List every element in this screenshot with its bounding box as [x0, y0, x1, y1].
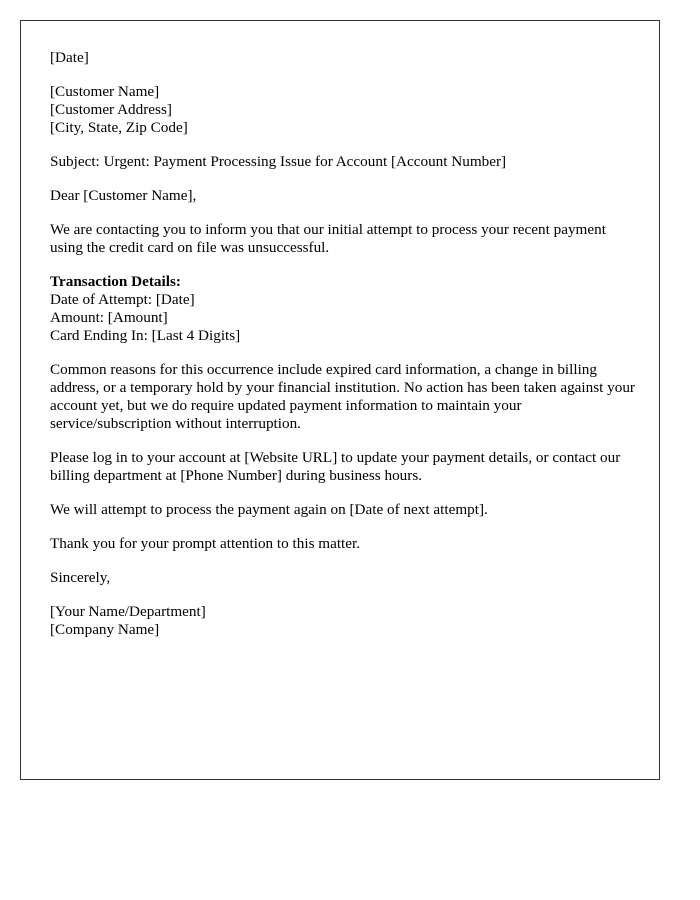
thanks-text: Thank you for your prompt attention to this matter. — [50, 535, 361, 552]
transaction-date-of-attempt: Date of Attempt: [Date] — [50, 291, 195, 308]
transaction-heading: Transaction Details: — [50, 273, 181, 290]
closing-block — [50, 569, 640, 587]
recipient-address: [Customer Address] — [50, 101, 172, 118]
transaction-card-ending: Card Ending In: [Last 4 Digits] — [50, 327, 241, 344]
thanks-paragraph — [50, 535, 640, 553]
next-attempt-text: We will attempt to process the payment again on [Date of next attempt]. — [50, 501, 488, 518]
instructions-paragraph: Please log in to your account at [Website URL] to update your payment details, or contact our billing department at [Phone Number] during business hours. — [50, 449, 621, 484]
letter-page — [20, 20, 660, 780]
recipient-name: [Customer Name] — [50, 83, 160, 100]
transaction-amount: Amount: [Amount] — [50, 309, 168, 326]
letter-date: [Date] — [50, 49, 89, 66]
letter-closing: Sincerely, — [50, 569, 111, 586]
letter-subject: Subject: Urgent: Payment Processing Issue for Account [Account Number] — [50, 153, 507, 170]
letter-body — [50, 49, 640, 655]
transaction-details — [50, 273, 640, 345]
signature-block — [50, 603, 640, 639]
salutation-block — [50, 187, 640, 205]
subject-block — [50, 153, 640, 171]
next-attempt-paragraph — [50, 501, 640, 519]
signature-name-department: [Your Name/Department] — [50, 603, 206, 620]
signature-company: [Company Name] — [50, 621, 160, 638]
reasons-paragraph: Common reasons for this occurrence include expired card information, a change in billing address, or a temporary hold by your financial institution. No action has been taken against your account yet, but we do require updated payment information to maintain your service/subscription without interruption. — [50, 361, 635, 432]
letter-salutation: Dear [Customer Name], — [50, 187, 197, 204]
recipient-block — [50, 83, 640, 137]
letter-date-block — [50, 49, 640, 67]
recipient-city-state-zip: [City, State, Zip Code] — [50, 119, 188, 136]
intro-paragraph: We are contacting you to inform you that our initial attempt to process your recent payment using the credit card on file was unsuccessful. — [50, 221, 606, 256]
